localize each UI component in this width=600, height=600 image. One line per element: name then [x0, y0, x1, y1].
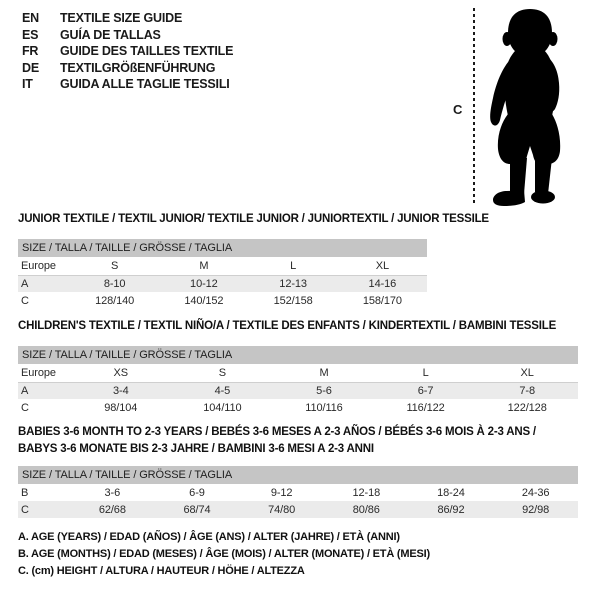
table-cell: 14-16 — [338, 275, 427, 292]
table-cell: 9-12 — [270, 486, 293, 499]
row-label: B — [21, 486, 29, 499]
height-measure-label: C — [453, 102, 463, 117]
table-row-age-months — [18, 484, 578, 501]
row-label: Europe — [21, 259, 56, 272]
table-cell: XS — [113, 366, 129, 379]
section-title-junior: JUNIOR TEXTILE / TEXTIL JUNIOR/ TEXTILE JUNIOR / JUNIORTEXTIL / JUNIOR TESSILE — [18, 213, 489, 225]
row-label: C — [21, 294, 29, 307]
table-row-height — [18, 399, 578, 416]
table-cell: 74/80 — [239, 501, 324, 518]
table-cell: 4-5 — [172, 382, 274, 399]
language-row — [22, 27, 233, 44]
section-title-babies-line1: BABIES 3-6 MONTH TO 2-3 YEARS / BEBÉS 3-6 MESES A 2-3 AÑOS / BÉBÉS 3-6 MOIS À 2-3 ANS / — [18, 426, 536, 438]
table-cell: 18-24 — [437, 486, 465, 499]
language-title: GUIDA ALLE TAGLIE TESSILI — [60, 77, 230, 91]
table-cell: XL — [520, 366, 534, 379]
table-row-height — [18, 501, 578, 518]
language-row — [22, 76, 233, 93]
section-title-babies-line2: BABYS 3-6 MONATE BIS 2-3 JAHRE / BAMBINI 3-6 MESI A 2-3 ANNI — [18, 443, 374, 455]
table-cell: 104/110 — [203, 401, 242, 414]
language-code: FR — [22, 44, 39, 58]
table-cell: 116/122 — [406, 401, 445, 414]
height-measure-dashed-line — [473, 8, 475, 206]
table-cell: 6-7 — [375, 382, 477, 399]
table-cell: M — [319, 366, 329, 379]
language-title: TEXTILGRÖßENFÜHRUNG — [60, 60, 216, 75]
table-cell: 62/68 — [70, 501, 155, 518]
table-cell: 12-18 — [352, 486, 381, 499]
table-cell: L — [422, 366, 429, 379]
table-cell: 128/140 — [95, 294, 135, 307]
table-cell: 6-9 — [189, 486, 205, 499]
size-table-junior — [18, 239, 427, 309]
size-header-label: SIZE / TALLA / TAILLE / GRÖSSE / TAGLIA — [18, 346, 578, 364]
table-cell: 3-4 — [70, 382, 172, 399]
footnote-c: C. (cm) HEIGHT / ALTURA / HAUTEUR / HÖHE / ALTEZZA — [18, 565, 305, 577]
section-title-children: CHILDREN'S TEXTILE / TEXTIL NIÑO/A / TEXTILE DES ENFANTS / KINDERTEXTIL / BAMBINI TESSILE — [18, 320, 557, 332]
table-cell: 12-13 — [249, 275, 338, 292]
row-label: C — [18, 501, 70, 518]
row-label: A — [18, 382, 70, 399]
row-label: C — [21, 401, 29, 414]
row-label: A — [18, 275, 70, 292]
language-title: GUÍA DE TALLAS — [60, 27, 161, 42]
section-title-babies — [18, 424, 536, 458]
size-table-children — [18, 346, 578, 416]
language-row — [22, 60, 233, 77]
language-code: IT — [22, 77, 33, 91]
language-row — [22, 10, 233, 27]
table-cell: 92/98 — [493, 501, 578, 518]
language-code: ES — [22, 27, 39, 42]
table-row-europe — [18, 364, 578, 382]
table-cell: 24-36 — [521, 486, 550, 499]
table-cell: 152/158 — [273, 294, 313, 307]
footnotes — [18, 529, 430, 580]
footnote-b: B. AGE (MONTHS) / EDAD (MESES) / ÂGE (MOIS) / ALTER (MONATE) / ETÀ (MESI) — [18, 548, 430, 560]
table-cell: 110/116 — [305, 401, 343, 414]
table-cell: 122/128 — [507, 401, 547, 414]
table-cell: 80/86 — [324, 501, 409, 518]
table-cell: 8-10 — [70, 275, 159, 292]
table-cell: L — [290, 259, 297, 272]
table-cell: XL — [375, 259, 389, 272]
language-code: DE — [22, 60, 39, 75]
table-cell: 3-6 — [104, 486, 121, 499]
size-header-label: SIZE / TALLA / TAILLE / GRÖSSE / TAGLIA — [18, 239, 427, 257]
size-table-babies — [18, 466, 578, 518]
size-header-label: SIZE / TALLA / TAILLE / GRÖSSE / TAGLIA — [18, 466, 578, 484]
table-cell: 68/74 — [155, 501, 240, 518]
footnote-a: A. AGE (YEARS) / EDAD (AÑOS) / ÂGE (ANS) / ALTER (JAHRE) / ETÀ (ANNI) — [18, 531, 400, 543]
table-cell: 158/170 — [362, 294, 402, 307]
row-label: Europe — [21, 366, 56, 379]
table-cell: 86/92 — [409, 501, 494, 518]
size-header-row — [18, 466, 578, 484]
language-row — [22, 43, 233, 60]
table-cell: 140/152 — [184, 294, 224, 307]
table-cell: 10-12 — [159, 275, 248, 292]
size-header-row — [18, 346, 578, 364]
size-header-row — [18, 239, 427, 257]
table-row-age — [18, 382, 578, 399]
table-cell: 5-6 — [273, 382, 375, 399]
table-row-height — [18, 292, 427, 309]
table-row-age — [18, 275, 427, 292]
language-title: GUIDE DES TAILLES TEXTILE — [60, 44, 234, 58]
baby-silhouette-image — [480, 6, 570, 206]
table-row-europe — [18, 257, 427, 275]
language-code: EN — [22, 11, 39, 25]
table-cell: S — [111, 259, 119, 272]
language-list — [22, 10, 233, 93]
table-cell: M — [199, 259, 209, 272]
table-cell: 7-8 — [476, 382, 578, 399]
table-cell: 98/104 — [104, 401, 138, 414]
language-title: TEXTILE SIZE GUIDE — [60, 11, 183, 25]
table-cell: S — [218, 366, 227, 379]
